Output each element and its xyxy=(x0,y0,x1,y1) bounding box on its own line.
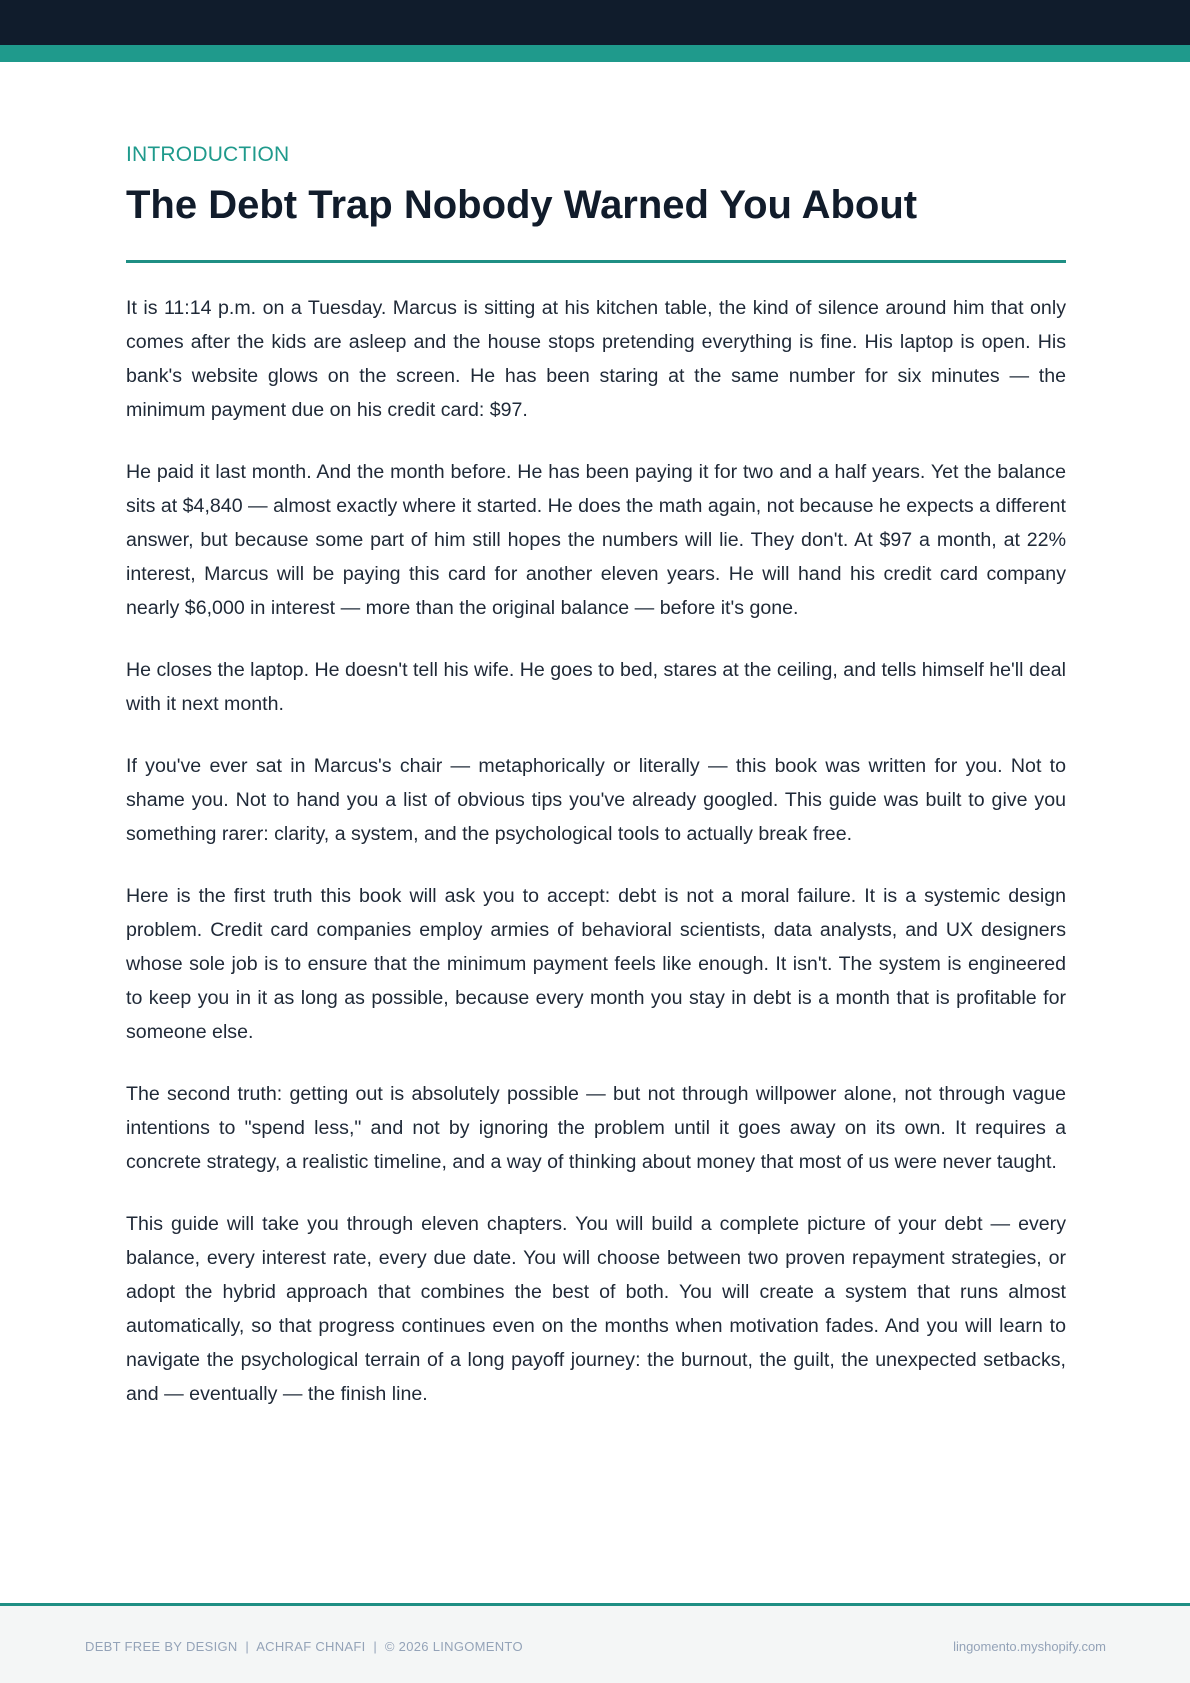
paragraph: Here is the first truth this book will ask you to accept: debt is not a moral failure. It is a systemic design problem. Credit card companies employ armies of behavioral scientists, data analysts, and UX designers whose sole job is to ensure that the minimum payment feels like enough. It isn't. The system is engineered to keep you in it as long as possible, because every month you stay in debt is a month that is profitable for someone else. xyxy=(126,885,1066,1043)
paragraph: If you've ever sat in Marcus's chair — metaphorically or literally — this book was written for you. Not to shame you. Not to hand you a list of obvious tips you've already googled. This guide was built to give you something rarer: clarity, a system, and the psychological tools to actually break free. xyxy=(126,755,1066,845)
paragraph: The second truth: getting out is absolutely possible — but not through willpower alone, not through vague intentions to "spend less," and not by ignoring the problem until it goes away on its own. It requires a concrete strategy, a realistic timeline, and a way of thinking about money that most of us were never taught. xyxy=(126,1083,1066,1173)
page-content xyxy=(126,140,1066,1439)
paragraph: He paid it last month. And the month before. He has been paying it for two and a half years. Yet the balance sits at $4,840 — almost exactly where it started. He does the math again, not because he expects a different answer, but because some part of him still hopes the numbers will lie. They don't. At $97 a month, at 22% interest, Marcus will be paying this card for another eleven years. He will hand his credit card company nearly $6,000 in interest — more than the original balance — before it's gone. xyxy=(126,461,1066,619)
chapter-title: The Debt Trap Nobody Warned You About xyxy=(126,183,918,227)
paragraph: It is 11:14 p.m. on a Tuesday. Marcus is sitting at his kitchen table, the kind of silence around him that only comes after the kids are asleep and the house stops pretending everything is fine. His laptop is open. His bank's website glows on the screen. He has been staring at the same number for six minutes — the minimum payment due on his credit card: $97. xyxy=(126,297,1066,421)
header-accent-stripe xyxy=(0,45,1190,62)
page-footer xyxy=(0,1603,1190,1683)
chapter-body xyxy=(126,291,1066,1411)
paragraph: He closes the laptop. He doesn't tell his wife. He goes to bed, stares at the ceiling, and tells himself he'll deal with it next month. xyxy=(126,659,1066,715)
paragraph: This guide will take you through eleven chapters. You will build a complete picture of your debt — every balance, every interest rate, every due date. You will choose between two proven repayment strategies, or adopt the hybrid approach that combines the best of both. You will create a system that runs almost automatically, so that progress continues even on the months when motivation fades. And you will learn to navigate the psychological terrain of a long payoff journey: the burnout, the guilt, the unexpected setbacks, and — eventually — the finish line. xyxy=(126,1213,1066,1405)
chapter-kicker: INTRODUCTION xyxy=(126,143,290,166)
footer-url: lingomento.myshopify.com xyxy=(953,1639,1106,1654)
footer-credits: DEBT FREE BY DESIGN | ACHRAF CHNAFI | © 2026 LINGOMENTO xyxy=(85,1639,523,1654)
header-band xyxy=(0,0,1190,45)
title-divider xyxy=(126,260,1066,263)
